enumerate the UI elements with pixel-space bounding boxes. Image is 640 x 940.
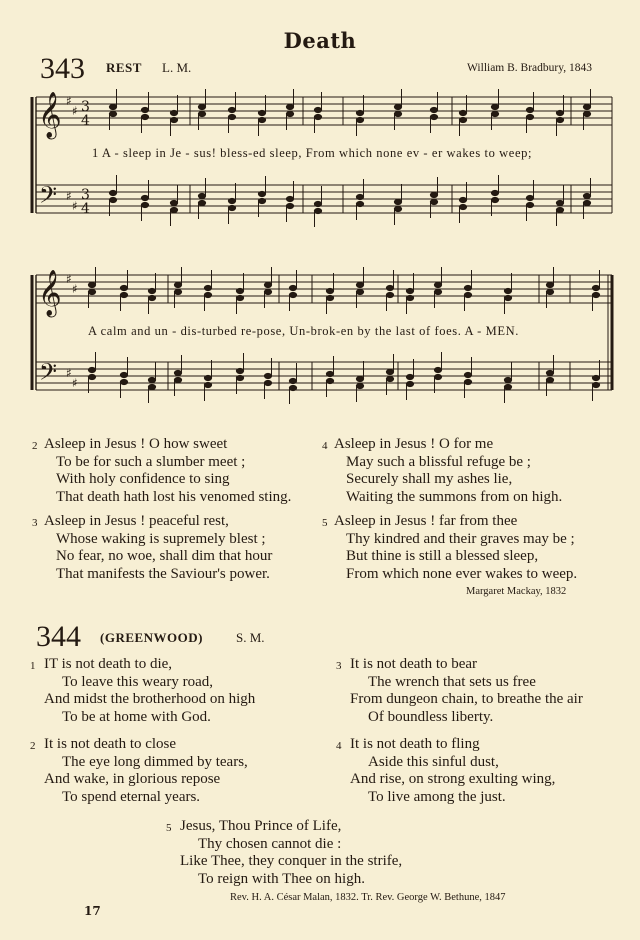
note-head [258,191,265,196]
note-head [236,288,243,293]
key-sharp: ♯ [72,282,78,296]
note-head [204,382,211,387]
treble-clef: 𝄞 [38,92,62,138]
note-head [204,292,211,297]
note-head [141,202,148,207]
note-head [286,203,293,208]
note-head [258,110,265,115]
note-head [174,377,181,382]
note-head [592,292,599,297]
stanza-line: Jesus, Thou Prince of Life, [180,818,342,834]
note-head [174,289,181,294]
stanza-4 [322,436,563,506]
note-head [289,378,296,383]
stanza-line: IT is not death to die, [44,656,173,672]
note-head [264,380,271,385]
stanza-line: To be at home with God. [62,708,211,725]
stanza-2 [32,436,292,506]
note-head [504,295,511,300]
note-head [170,110,177,115]
note-head [394,111,401,116]
stanza-line: The eye long dimmed by tears, [62,753,248,770]
note-head [289,292,296,297]
note-head [356,194,363,199]
note-head [386,376,393,381]
note-head [504,377,511,382]
note-head [394,206,401,211]
note-head [88,282,95,287]
note-head [434,282,441,287]
stanza-line: It is not death to fling [350,736,480,752]
key-sharp: ♯ [66,366,72,380]
stanza-line: It is not death to bear [350,656,478,672]
stanza-line: Like Thee, they conquer in the strife, [180,853,403,869]
note-head [491,104,498,109]
note-head [583,104,590,109]
bass-clef: 𝄢 [39,358,58,391]
note-head [491,190,498,195]
note-head [109,190,116,195]
note-head [546,282,553,287]
stanza-line: And midst the brotherhood on high [44,691,256,707]
note-head [326,288,333,293]
note-head [109,197,116,202]
note-head [148,288,155,293]
hymn-344-credits: Rev. H. A. César Malan, 1832. Tr. Rev. George W. Bethune, 1847 [230,892,506,903]
note-head [526,202,533,207]
note-head [592,375,599,380]
note-head [464,285,471,290]
hymn-343-composer: William B. Bradbury, 1843 [467,62,592,74]
note-head [386,285,393,290]
note-head [526,195,533,200]
key-sharp: ♯ [66,189,72,203]
time-signature: 4 [81,113,90,129]
note-head [394,104,401,109]
note-head [592,382,599,387]
note-head [434,367,441,372]
note-head [264,282,271,287]
stanza-line: With holy confidence to sing [56,471,230,487]
note-head [526,107,533,112]
note-head [148,295,155,300]
stanza-number: 4 [322,440,328,452]
time-signature: 3 [81,187,90,203]
stanza-3 [336,656,583,726]
note-head [406,381,413,386]
note-head [258,117,265,122]
note-head [120,372,127,377]
note-head [326,378,333,383]
stanza-line: From dungeon chain, to breathe the air [350,691,583,707]
hymn-344-meter: S. M. [236,630,265,645]
note-head [356,289,363,294]
note-head [170,117,177,122]
stanza-1 [30,656,256,726]
note-head [174,282,181,287]
note-head [583,111,590,116]
note-head [430,114,437,119]
note-head [406,374,413,379]
note-head [228,198,235,203]
music-score [0,0,640,420]
note-head [430,199,437,204]
note-head [314,114,321,119]
stanza-2 [30,736,248,806]
note-head [326,371,333,376]
note-head [198,200,205,205]
stanza-line: Asleep in Jesus ! O for me [334,436,494,452]
note-head [204,375,211,380]
note-head [170,207,177,212]
note-head [286,111,293,116]
note-head [314,201,321,206]
stanza-line: Thy kindred and their graves may be ; [346,530,575,547]
note-head [198,193,205,198]
stanza-number: 5 [322,517,328,529]
note-head [141,114,148,119]
stanza-line: Asleep in Jesus ! peaceful rest, [44,513,229,529]
note-head [109,111,116,116]
note-head [592,285,599,290]
note-head [314,107,321,112]
stanza-3 [32,513,273,583]
stanza-line: Whose waking is supremely blest ; [56,530,266,547]
key-sharp: ♯ [66,94,72,108]
note-head [236,368,243,373]
stanza-line: It is not death to close [44,736,177,752]
note-head [120,292,127,297]
stanza-5 [322,513,578,583]
stanza-number: 4 [336,740,342,752]
note-head [148,377,155,382]
note-head [236,375,243,380]
note-head [198,111,205,116]
note-head [434,289,441,294]
stanza-line: Asleep in Jesus ! O how sweet [44,436,228,452]
page-number: 17 [84,904,101,918]
note-head [546,289,553,294]
note-head [464,379,471,384]
note-head [356,201,363,206]
note-head [356,110,363,115]
stanza-line: The wrench that sets us free [368,673,536,690]
note-head [556,117,563,122]
treble-clef: 𝄞 [38,270,62,316]
key-sharp: ♯ [72,104,78,118]
note-head [120,285,127,290]
note-head [556,207,563,212]
note-head [459,110,466,115]
note-head [228,205,235,210]
stanza-line: To reign with Thee on high. [198,870,365,887]
note-head [526,114,533,119]
stanza-line: To leave this weary road, [62,673,213,690]
note-head [174,370,181,375]
bass-clef: 𝄢 [39,181,58,214]
note-head [198,104,205,109]
note-head [286,196,293,201]
note-head [459,117,466,122]
note-head [459,197,466,202]
stanza-number: 2 [32,440,38,452]
note-head [583,200,590,205]
stanza-line: Thy chosen cannot die : [198,835,342,852]
note-head [356,282,363,287]
note-head [264,373,271,378]
stanza-line: Aside this sinful dust, [368,753,499,770]
note-head [430,192,437,197]
note-head [228,114,235,119]
stanza-number: 3 [336,660,342,672]
note-head [546,370,553,375]
stanza-line: To spend eternal years. [62,788,201,805]
stanza-line: Waiting the summons from on high. [346,488,563,505]
stanza-number: 5 [166,822,172,834]
note-head [141,195,148,200]
hymn-344-number: 344 [36,620,81,653]
note-head [289,385,296,390]
stanza-5 [166,818,403,888]
note-head [504,288,511,293]
note-head [109,104,116,109]
stanza-4 [336,736,556,806]
stanza-line: Of boundless liberty. [368,708,494,725]
note-head [170,200,177,205]
section-title: Death [283,28,357,53]
note-head [289,285,296,290]
stanza-number: 2 [30,740,36,752]
note-head [491,197,498,202]
hymn-344-tune: (GREENWOOD) [100,630,203,645]
stanza-line: To live among the just. [368,788,506,805]
note-head [386,292,393,297]
note-head [88,289,95,294]
stanza-line: Securely shall my ashes lie, [346,471,513,487]
note-head [88,367,95,372]
note-head [464,292,471,297]
note-head [356,383,363,388]
stanza-line: To be for such a slumber meet ; [56,453,246,470]
note-head [434,374,441,379]
note-head [386,369,393,374]
note-head [236,295,243,300]
stanza-line: May such a blissful refuge be ; [346,453,531,470]
note-head [356,117,363,122]
key-sharp: ♯ [72,199,78,213]
note-head [556,110,563,115]
note-head [356,376,363,381]
note-head [120,379,127,384]
note-head [394,199,401,204]
key-sharp: ♯ [66,272,72,286]
note-head [326,295,333,300]
stanza-line: And wake, in glorious repose [44,771,221,787]
hymn-343-lyric-line-2: A calm and un - dis-turbed re-pose, Un-brok-en by the last of foes. A - MEN. [88,324,519,338]
note-head [314,208,321,213]
note-head [204,285,211,290]
hymn-343-meter: L. M. [162,60,192,75]
hymn-343-number: 343 [40,52,85,85]
note-head [459,204,466,209]
stanza-line: That manifests the Saviour's power. [56,565,270,582]
stanza-line: That death hath lost his venomed sting. [56,488,292,505]
note-head [556,200,563,205]
note-head [141,107,148,112]
note-head [228,107,235,112]
note-head [264,289,271,294]
stanza-line: But thine is still a blessed sleep, [346,548,539,564]
stanza-line: And rise, on strong exulting wing, [350,771,556,787]
time-signature: 4 [81,201,90,217]
note-head [464,372,471,377]
note-head [88,374,95,379]
stanza-number: 1 [30,660,36,672]
stanza-line: No fear, no woe, shall dim that hour [56,548,273,564]
note-head [430,107,437,112]
note-head [406,295,413,300]
note-head [504,384,511,389]
note-head [491,111,498,116]
note-head [148,384,155,389]
stanza-number: 3 [32,517,38,529]
note-head [406,288,413,293]
hymn-343-lyric-line-1: 1 A - sleep in Je - sus! bless-ed sleep, From which none ev - er wakes to weep; [92,146,533,160]
key-sharp: ♯ [72,376,78,390]
time-signature: 3 [81,99,90,115]
stanza-line: Asleep in Jesus ! far from thee [334,513,518,529]
note-head [258,198,265,203]
stanza-line: From which none ever wakes to weep. [346,565,578,582]
note-head [583,193,590,198]
note-head [546,377,553,382]
hymn-343-author: Margaret Mackay, 1832 [466,586,567,597]
hymn-343-tune: REST [106,60,142,75]
note-head [286,104,293,109]
